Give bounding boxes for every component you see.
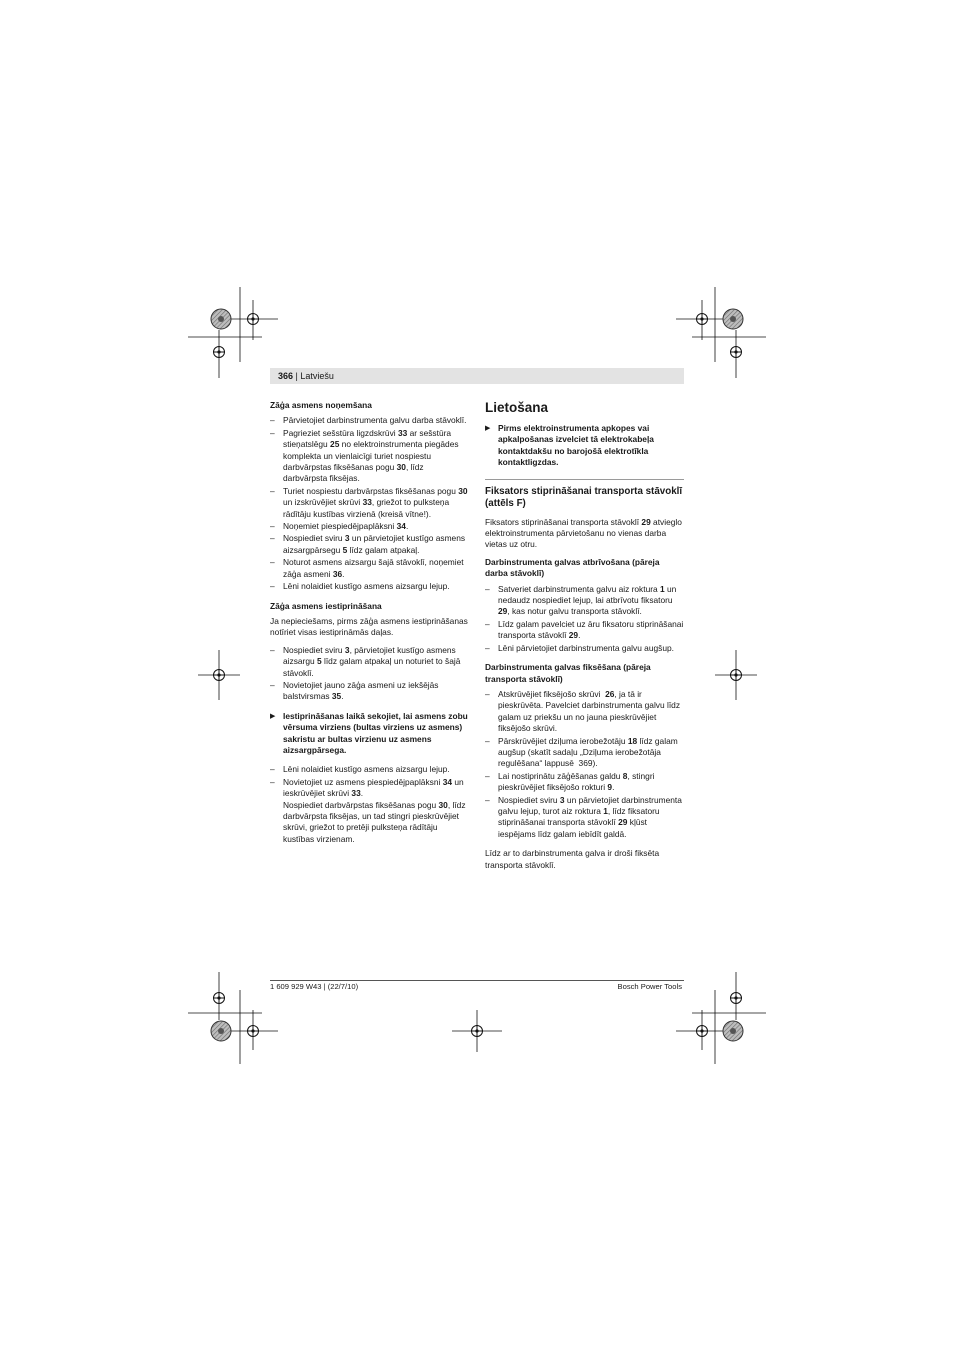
transport-lock-intro: Fiksators stiprināšanai transporta stāvoklī 29 atvieglo elektroinstrumenta pārvietošanu no vienas darba vietas uz otru. <box>485 516 682 550</box>
list-item: – Novietojiet uz asmens piespiedējpaplāksni 34 un ieskrūvējiet skrūvi 33. Nospiediet darbvārpstas fiksēšanas pogu 30, līdz darbvārpsta fiksējas, un tad stingri pieskrūvējiet skrūvi, griežot to pretēji pulksteņa rādītāju kustības virzienam. <box>270 777 470 845</box>
list-item: – Pārskrūvējiet dziļuma ierobežotāju 18 līdz galam augšup (skatīt sadaļu „Dziļuma ierobežotāja regulēšana“ lappusē 369). <box>485 736 684 770</box>
list-item: – Lai nostiprinātu zāģēšanas galdu 8, stingri pieskrūvējiet fiksējošo rokturi 9. <box>485 771 684 794</box>
list-item: – Lēni pārvietojiet darbinstrumenta galvu augšup. <box>485 643 684 654</box>
left-column <box>270 400 470 853</box>
right-column <box>485 400 684 877</box>
closing-text: Līdz ar to darbinstrumenta galva ir droši fiksēta transporta stāvoklī. <box>485 848 660 870</box>
list-item: – Lēni nolaidiet kustīgo asmens aizsargu lejup. <box>270 764 470 775</box>
list-item: – Noturot asmens aizsargu šajā stāvoklī, noņemiet zāģa asmeni 36. <box>270 557 470 580</box>
section-title-transport-lock: Fiksators stiprināšanai transporta stāvoklī (attēls F) <box>485 485 683 509</box>
footer-doc-code: 1 609 929 W43 | (22/7/10) <box>270 982 359 991</box>
list-item: – Pārvietojiet darbinstrumenta galvu darba stāvoklī. <box>270 415 470 426</box>
divider <box>485 479 684 480</box>
subsection-title-release: Darbinstrumenta galvas atbrīvošana (pāreja darba stāvoklī) <box>485 556 660 579</box>
triangle-bullet-icon: ▶ <box>485 425 491 432</box>
release-steps <box>485 584 684 654</box>
mounting-steps-1 <box>270 645 470 703</box>
list-item: – Noņemiet piespiedējpaplāksni 34. <box>270 521 470 532</box>
removal-steps <box>270 415 470 592</box>
subsection-title-locking: Darbinstrumenta galvas fiksēšana (pāreja transporta stāvoklī) <box>485 662 651 684</box>
page-number: 366 <box>278 371 294 381</box>
main-heading: Lietošana <box>485 400 549 415</box>
warning-note: ▶ Iestiprināšanas laikā sekojiet, lai asmens zobu vērsuma virziens (bultas virziens uz asmens) sakristu ar bultas virzienu uz asmens aizsargpārsega. <box>270 710 468 755</box>
footer-brand: Bosch Power Tools <box>617 982 682 991</box>
list-item: – Nospiediet sviru 3, pārvietojiet kustīgo asmens aizsargu 5 līdz galam atpakaļ un noturiet to šajā stāvoklī. <box>270 645 470 679</box>
triangle-bullet-icon: ▶ <box>270 712 276 720</box>
list-item: – Nospiediet sviru 3 un pārvietojiet darbinstrumenta galvu lejup, turot aiz roktura 1, līdz fiksatoru stiprināšanai transporta stāvoklī 29 kļūst iespējams līdz galam iebīdīt galdā. <box>485 795 684 841</box>
mounting-intro: Ja nepieciešams, pirms zāģa asmens iestiprināšanas notīriet visas iestiprināmās daļas. <box>270 615 468 638</box>
list-item: – Pagrieziet sešstūra ligzdskrūvi 33 ar sešstūra stieņatslēgu 25 no elektroinstrumenta piegādes komplekta un vienlaicīgi turiet nospiestu darbvārpstas fiksēšanas pogu 30, līdz darbvārpsta fiksējas. <box>270 428 470 485</box>
list-item: – Turiet nospiestu darbvārpstas fiksēšanas pogu 30 un izskrūvējiet skrūvi 33, griežot to pulksteņa rādītāju kustības virzienā (kreisā vītne!). <box>270 486 470 520</box>
list-item: – Novietojiet jauno zāģa asmeni uz iekšējās balstvirsmas 35. <box>270 680 470 703</box>
page-header: 366 | Latviešu <box>270 368 684 384</box>
locking-steps <box>485 689 684 840</box>
warning-note: ▶ Pirms elektroinstrumenta apkopes vai apkalpošanas izvelciet tā elektrokabeļa kontaktdakšu no barojošā elektrotīkla kontaktligzdas. <box>485 423 654 468</box>
mounting-steps-2 <box>270 764 470 845</box>
header-language: Latviešu <box>300 371 334 381</box>
section-title-removal: Zāģa asmens noņemšana <box>270 400 372 410</box>
list-item: – Satveriet darbinstrumenta galvu aiz roktura 1 un nedaudz nospiediet lejup, lai atbrīvotu fiksatoru 29, kas notur galvu transporta stāvoklī. <box>485 584 684 618</box>
list-item: – Atskrūvējiet fiksējošo skrūvi 26, ja tā ir pieskrūvēta. Pavelciet darbinstrumenta galvu līdz galam uz priekšu un no jauna pieskrūvējiet fiksējošo skrūvi. <box>485 689 684 735</box>
list-item: – Nospiediet sviru 3 un pārvietojiet kustīgo asmens aizsargpārsegu 5 līdz galam atpakaļ. <box>270 533 470 556</box>
list-item: – Līdz galam pavelciet uz āru fiksatoru stiprināšanai transporta stāvoklī 29. <box>485 619 684 642</box>
list-item: – Lēni nolaidiet kustīgo asmens aizsargu lejup. <box>270 581 470 592</box>
footer-rule <box>270 980 684 981</box>
section-title-mounting: Zāģa asmens iestiprināšana <box>270 600 382 611</box>
